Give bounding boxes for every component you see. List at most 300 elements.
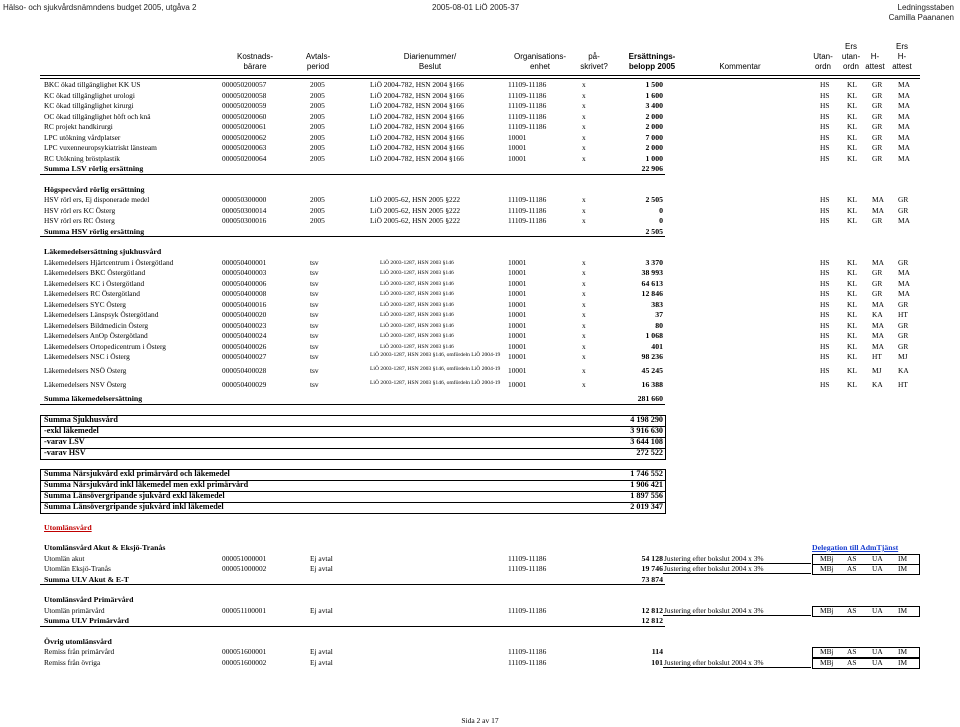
signatory-code: HS [820,153,830,163]
amount: 0 [659,205,663,215]
signatory-code: IM [898,605,908,615]
total-value: 1 906 421 [630,479,663,489]
posted-flag: x [582,205,586,215]
amount: 12 812 [641,605,663,615]
signatory-code: HS [820,310,830,319]
decision-ref: LiÖ 2004-782, HSN 2004 §166 [370,132,464,142]
decision-ref: LiÖ 2003-1287, HSN 2003 §146 [380,280,454,287]
agreement-period: Ej avtal [310,553,333,563]
signatory-code: MA [898,101,910,110]
posted-flag: x [582,80,586,89]
agreement-period: tsv [310,341,319,351]
signatory-code: MA [898,143,910,152]
item-name: Läkemedelsers SYC Österg [44,299,126,309]
signatory-code: KL [847,380,857,389]
signatory-code: KL [847,278,857,288]
item-name: Utomlän primärvård [44,605,105,615]
signatory-code: HS [820,257,830,267]
amount: 12 846 [641,289,663,298]
org-unit: 10001 [508,331,527,340]
signatory-code: MBj [820,657,834,667]
posted-flag: x [582,289,586,298]
signatory-code: HS [820,111,830,121]
table-row [0,554,960,565]
signatory-code: KL [847,216,857,225]
total-label: Summa Sjukhusvård [44,414,118,424]
signatory-code: HT [872,352,882,361]
table-row [0,523,960,534]
org-unit: 10001 [508,299,527,309]
signatory-code: AS [847,605,857,615]
agreement-period: tsv [310,331,319,340]
posted-flag: x [582,90,586,100]
table-row [0,101,960,112]
decision-ref: LiÖ 2004-782, HSN 2004 §166 [370,153,464,163]
table-row [0,491,960,502]
signatory-code: HS [820,289,830,298]
agreement-period: tsv [310,366,319,375]
total-value: 2 019 347 [630,501,663,511]
signatory-code: GR [872,101,883,110]
col-avtalsperiod: Avtals- period [305,52,331,71]
comment: Justering efter bokslut 2004 x 3% [664,605,764,615]
signatory-code: GR [898,320,909,330]
agreement-period: tsv [310,299,319,309]
table-row [0,80,960,91]
signatory-code: HS [820,143,830,152]
item-name: RC Utökning bröstplastik [44,153,120,163]
cost-carrier: 000050200060 [222,111,267,121]
cost-carrier: 000050300000 [222,195,267,204]
signatory-code: MJ [872,366,882,375]
item-name: Läkemedelsers NSC i Österg [44,352,130,361]
signatory-code: KL [847,320,857,330]
signatory-code: GR [898,331,909,340]
posted-flag: x [582,132,586,142]
amount: 37 [655,310,663,319]
item-name: Läkemedelsers Länspsyk Östergötland [44,310,159,319]
total-value: 4 198 290 [630,414,663,424]
agreement-period: 2005 [310,153,325,163]
table-row [0,658,960,669]
cost-carrier: 000051000001 [222,553,267,563]
amount: 401 [651,341,663,351]
signatory-code: KL [847,80,857,89]
signatory-box [812,606,920,617]
signatory-code: GR [872,111,883,121]
table-row [0,595,960,606]
agreement-period: 2005 [310,80,325,89]
signatory-code: HT [898,310,908,319]
sum-value: 12 812 [641,616,663,625]
signatory-code: MA [872,195,884,204]
signatory-code: MBj [820,564,834,573]
signatory-code: MA [872,320,884,330]
table-row [0,133,960,144]
signatory-code: KL [847,195,857,204]
cost-carrier: 000050400027 [222,352,267,361]
table-row [0,175,960,185]
agreement-period: 2005 [310,101,325,110]
signatory-code: MA [872,331,884,340]
comment: Justering efter bokslut 2004 x 3% [664,657,764,667]
cost-carrier: 000050400016 [222,299,267,309]
signatory-code: MA [898,111,910,121]
table-row [0,342,960,353]
comment-box [663,554,811,564]
col-paskrivet: på- skrivet? [580,52,608,71]
agreement-period: 2005 [310,90,325,100]
org-unit: 11109-11186 [508,90,547,100]
signatory-code: GR [872,153,883,163]
signatory-code: HS [820,331,830,340]
org-unit: 10001 [508,341,527,351]
table-row [0,637,960,648]
signatory-code: HS [820,132,830,142]
signatory-code: IM [898,657,908,667]
decision-ref: LiÖ 2003-1287, HSN 2003 §146 [380,301,454,308]
table-row [0,469,960,480]
posted-flag: x [582,257,586,267]
section-heading-red: Utomlänsvård [44,522,92,532]
table-row [0,112,960,123]
signatory-code: GR [898,341,909,351]
col-ersattningsbelopp: Ersättnings- belopp 2005 [628,52,676,71]
signatory-code: KL [847,205,857,215]
posted-flag: x [582,216,586,225]
signatory-code: HS [820,101,830,110]
decision-ref: LiÖ 2003-1287, HSN 2003 §146, omfördeln LiÖ 2004-19 [370,366,501,372]
signatory-code: MA [872,299,884,309]
org-unit: 10001 [508,352,527,361]
org-unit: 11109-11186 [508,205,547,215]
signatory-code: IM [898,553,908,563]
table-row [0,206,960,217]
signatory-code: HS [820,205,830,215]
agreement-period: 2005 [310,132,325,142]
col-ers-utanordn: Ers utan- ordn [841,42,861,71]
posted-flag: x [582,320,586,330]
posted-flag: x [582,153,586,163]
item-name: Läkemedelsers Bildmedicin Österg [44,320,149,330]
decision-ref: LiÖ 2004-782, HSN 2004 §166 [370,80,464,89]
posted-flag: x [582,331,586,340]
total-label: Summa Länsövergripande sjukvård exkl läkemedel [44,490,225,500]
item-name: Läkemedelsers KC i Östergötland [44,278,145,288]
author: Camilla Paananen [888,13,954,22]
table-row [0,154,960,165]
cost-carrier: 000051100001 [222,605,267,615]
table-row [0,122,960,133]
org-unit: 10001 [508,380,527,389]
total-label: -varav LSV [44,436,85,446]
amount: 2 505 [645,195,663,204]
cost-carrier: 000051000002 [222,564,267,573]
table-row [0,268,960,279]
posted-flag: x [582,310,586,319]
cost-carrier: 000050400023 [222,320,267,330]
item-name: KC ökad tillgänglighet urologi [44,90,135,100]
posted-flag: x [582,366,586,375]
cost-carrier: 000050300016 [222,216,267,225]
sum-value: 22 906 [641,164,663,173]
signatory-code: GR [872,278,883,288]
table-row [0,616,960,627]
decision-ref: LiÖ 2003-1287, HSN 2003 §146 [380,343,454,350]
signatory-code: UA [872,564,883,573]
table-row [0,331,960,342]
table-row [0,575,960,586]
signatory-code: HS [820,352,830,361]
total-value: 3 916 630 [630,425,663,435]
sum-label: Summa ULV Akut & E-T [44,574,129,584]
signatory-code: MA [898,80,910,89]
signatory-code: UA [872,657,883,667]
org-unit: 11109-11186 [508,216,547,225]
cost-carrier: 000050400026 [222,341,267,351]
amount: 54 128 [641,553,663,563]
item-name: KC ökad tillgänglighet kirurgi [44,101,134,110]
agreement-period: 2005 [310,195,325,204]
item-name: Utomlän Eksjö-Tranås [44,564,111,573]
signatory-code: KL [847,132,857,142]
signatory-code: HS [820,268,830,277]
decision-ref: LiÖ 2003-1287, HSN 2003 §146 [380,312,454,318]
signatory-code: GR [872,289,883,298]
org-unit: 10001 [508,366,527,375]
signatory-code: HS [820,278,830,288]
signatory-code: MA [898,153,910,163]
table-row [0,227,960,238]
signatory-code: KL [847,143,857,152]
header-rule-top [40,75,920,76]
item-name: LPC utökning vårdplatser [44,132,121,142]
amount: 383 [651,299,663,309]
section-heading: Utomlänsvård Akut & Eksjö-Tranås [44,543,166,552]
table-row [0,564,960,575]
agreement-period: Ej avtal [310,647,333,656]
signatory-code: KL [847,257,857,267]
org-unit: 11109-11186 [508,195,547,204]
signatory-code: GR [898,195,909,204]
table-row [0,394,960,405]
item-name: Läkemedelsers Ortopedicentrum i Österg [44,341,166,351]
decision-ref: LiÖ 2003-1287, HSN 2003 §146 [380,270,454,276]
signatory-code: GR [872,90,883,100]
table-row [0,543,960,554]
cost-carrier: 000050200061 [222,122,267,131]
item-name: Läkemedelsers RC Östergötland [44,289,140,298]
signatory-code: KL [847,289,857,298]
cost-carrier: 000050400029 [222,380,267,389]
item-name: Remiss från primärvård [44,647,115,656]
table-row [0,459,960,469]
signatory-code: KL [847,299,857,309]
item-name: BKC ökad tillgänglighet KK US [44,80,141,89]
signatory-code: UA [872,553,883,563]
cost-carrier: 000051600002 [222,657,267,667]
cost-carrier: 000050200057 [222,80,267,89]
table-row [0,606,960,617]
table-row [0,91,960,102]
agreement-period: tsv [310,320,319,330]
item-name: OC ökad tillgänglighet höft och knä [44,111,151,121]
signatory-code: GR [898,299,909,309]
table-row [0,300,960,311]
table-row [0,627,960,637]
posted-flag: x [582,101,586,110]
agreement-period: 2005 [310,205,325,215]
table-row [0,533,960,543]
signatory-code: MA [898,278,910,288]
signatory-code: UA [872,605,883,615]
signatory-code: UA [872,647,883,656]
col-utanordn: Utan- ordn [813,52,833,71]
cost-carrier: 000050200059 [222,101,267,110]
item-name: Läkemedelsers BKC Östergötland [44,268,146,277]
cost-carrier: 000051600001 [222,647,267,656]
org-unit: 10001 [508,153,527,163]
item-name: Utomlän akut [44,553,85,563]
posted-flag: x [582,278,586,288]
signatory-code: HT [898,380,908,389]
signatory-box [812,647,920,658]
org-unit: 11109-11186 [508,101,547,110]
agreement-period: tsv [310,257,319,267]
posted-flag: x [582,111,586,121]
table-row [0,247,960,258]
amount: 2 000 [645,111,663,121]
signatory-code: GR [872,132,883,142]
cost-carrier: 000050400028 [222,366,267,375]
amount: 45 245 [641,366,663,375]
cost-carrier: 000050400001 [222,257,267,267]
signatory-code: HS [820,341,830,351]
posted-flag: x [582,341,586,351]
org-unit: 11109-11186 [508,657,547,667]
signatory-code: KL [847,352,857,361]
agreement-period: Ej avtal [310,657,333,667]
signatory-code: HS [820,299,830,309]
signatory-box [812,564,920,575]
decision-ref: LiÖ 2004-782, HSN 2004 §166 [370,122,464,131]
signatory-code: MA [898,216,910,225]
posted-flag: x [582,143,586,152]
signatory-code: GR [872,143,883,152]
signatory-code: MA [898,132,910,142]
amount: 3 370 [645,257,663,267]
org-unit: 10001 [508,257,527,267]
signatory-code: AS [847,553,857,563]
sum-value: 73 874 [641,574,663,584]
org-unit: 10001 [508,310,527,319]
column-headers [0,44,960,74]
page-number: Sida 2 av 17 [461,716,499,725]
decision-ref: LiÖ 2003-1287, HSN 2003 §146 [380,291,454,297]
item-name: Läkemedelsers NSÖ Österg [44,366,127,375]
signatory-code: GR [898,205,909,215]
total-value: 3 644 108 [630,436,663,446]
cost-carrier: 000050400008 [222,289,267,298]
sum-label: Summa läkemedelsersättning [44,394,143,403]
agreement-period: tsv [310,380,319,389]
amount: 38 993 [641,268,663,277]
table-row [0,513,960,523]
item-name: Läkemedelsers AnOp Östergötland [44,331,148,340]
amount: 2 000 [645,143,663,152]
table-row [0,164,960,175]
agreement-period: 2005 [310,111,325,121]
decision-ref: LiÖ 2004-782, HSN 2004 §166 [370,101,464,110]
signatory-code: KL [847,111,857,121]
signatory-code: KL [847,331,857,340]
agreement-period: Ej avtal [310,564,333,573]
total-value: 1 746 552 [630,468,663,478]
col-h-attest: H- attest [865,52,885,71]
total-label: Summa Länsövergripande sjukvård inkl läkemedel [44,501,224,511]
signatory-code: GR [898,257,909,267]
doc-date-ref: 2005-08-01 LiÖ 2005-37 [432,3,520,12]
signatory-code: HS [820,216,830,225]
signatory-code: MA [898,122,910,131]
comment: Justering efter bokslut 2004 x 3% [664,553,764,563]
cost-carrier: 000050200064 [222,153,267,163]
signatory-code: MA [872,205,884,215]
total-value: 1 897 556 [630,490,663,500]
total-label: -varav HSV [44,447,86,457]
table-row [0,448,960,459]
signatory-code: KL [847,366,857,375]
amount: 1 000 [645,153,663,163]
table-row [0,426,960,437]
table-row [0,405,960,415]
amount: 16 388 [641,380,663,389]
amount: 19 746 [641,564,663,573]
amount: 3 400 [645,101,663,110]
signatory-box [812,554,920,565]
table-row [0,502,960,513]
item-name: RC projekt handkirurgi [44,122,113,131]
org-unit: 11109-11186 [508,564,547,573]
item-name: LPC vuxenneuropsykiatriskt länsteam [44,143,157,152]
signatory-code: MBj [820,553,834,563]
posted-flag: x [582,299,586,309]
signatory-code: MA [898,90,910,100]
signatory-box [812,658,920,669]
amount: 101 [651,657,663,667]
signatory-code: KL [847,268,857,277]
amount: 64 613 [641,278,663,288]
comment-box [663,658,811,668]
signatory-code: MBj [820,605,834,615]
org-unit: 11109-11186 [508,605,547,615]
amount: 0 [659,216,663,225]
table-row [0,647,960,658]
amount: 2 000 [645,122,663,131]
item-name: Läkemedelsers Hjärtcentrum i Östergötland [44,257,174,267]
delegation-link: Delegation till AdmTjänst [812,543,899,552]
col-organisationsenhet: Organisations- enhet [513,52,567,71]
table-row [0,216,960,227]
signatory-code: HS [820,195,830,204]
col-kostnadsbarare: Kostnads- bärare [236,52,274,71]
signatory-code: KL [847,341,857,351]
table-row [0,380,960,394]
total-label: Summa Närsjukvård inkl läkemedel men exkl primärvård [44,479,249,489]
header-rule-bottom [40,78,920,79]
org-unit: 10001 [508,132,527,142]
org-unit: 10001 [508,143,527,152]
